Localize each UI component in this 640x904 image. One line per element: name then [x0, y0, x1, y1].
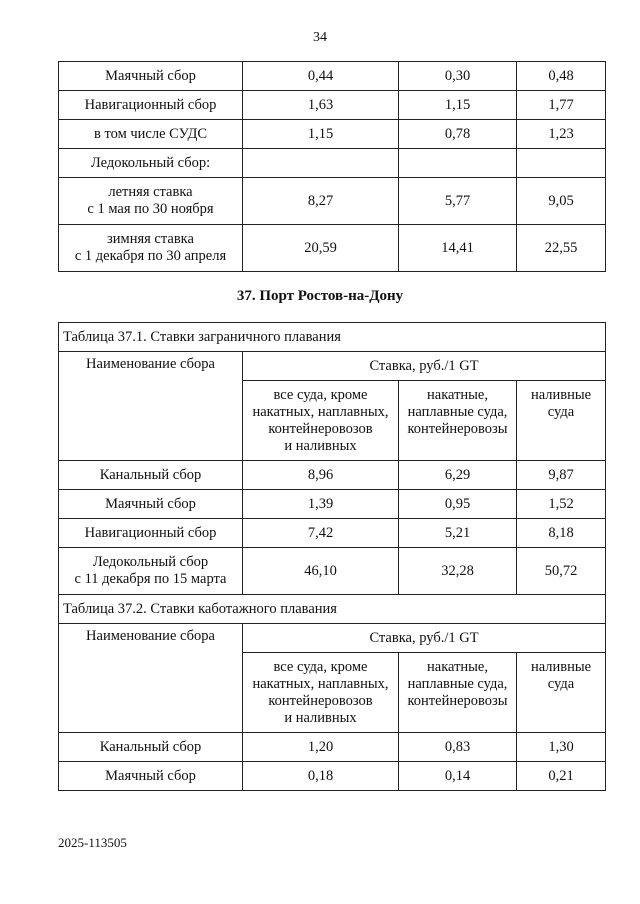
rate-value: 1,30 — [517, 733, 606, 762]
fee-name-line: с 1 декабря по 30 апреля — [74, 248, 227, 264]
rate-value: 8,18 — [517, 519, 606, 548]
rate-value: 5,77 — [399, 178, 517, 225]
rate-value: 8,27 — [243, 178, 399, 225]
table-title: Таблица 37.2. Ставки каботажного плавания — [59, 595, 606, 624]
table-row — [59, 519, 606, 548]
fee-name: Маячный сбор — [59, 762, 243, 791]
section-heading: 37. Порт Ростов-на-Дону — [236, 288, 404, 304]
rate-value: 0,48 — [517, 62, 606, 91]
rate-value — [243, 149, 399, 178]
fee-name: Маячный сбор — [59, 62, 243, 91]
header-line: суда — [547, 404, 575, 420]
rate-value: 1,23 — [517, 120, 606, 149]
header-all-vessels — [243, 653, 399, 733]
header-line: накатных, наплавных, — [252, 404, 389, 420]
fee-name: в том числе СУДС — [59, 120, 243, 149]
table-row — [59, 91, 606, 120]
table-row — [59, 490, 606, 519]
table-row — [59, 733, 606, 762]
rate-value: 46,10 — [243, 548, 399, 595]
table-37-1 — [58, 322, 606, 791]
rate-value: 7,42 — [243, 519, 399, 548]
header-line: контейнеровозы — [407, 421, 508, 437]
header-line: суда — [547, 676, 575, 692]
header-roro-vessels — [399, 381, 517, 461]
header-line: контейнеровозов — [268, 421, 373, 437]
rate-value: 1,15 — [399, 91, 517, 120]
rate-value: 1,20 — [243, 733, 399, 762]
header-all-vessels — [243, 381, 399, 461]
header-rate: Ставка, руб./1 GT — [243, 352, 606, 381]
rate-value: 9,05 — [517, 178, 606, 225]
header-line: наплавные суда, — [407, 404, 508, 420]
header-line: накатные, — [427, 659, 488, 675]
header-tankers — [517, 381, 606, 461]
fee-name — [59, 178, 243, 225]
rate-value: 1,77 — [517, 91, 606, 120]
rate-value: 9,87 — [517, 461, 606, 490]
rate-value: 0,18 — [243, 762, 399, 791]
fee-name-line: Ледокольный сбор — [92, 554, 209, 570]
table-row — [59, 548, 606, 595]
header-line: все суда, кроме — [273, 387, 368, 403]
rate-value: 8,96 — [243, 461, 399, 490]
rate-value: 0,83 — [399, 733, 517, 762]
page-number: 34 — [313, 30, 327, 45]
table-row — [59, 461, 606, 490]
rates-table-continued — [58, 61, 606, 272]
header-roro-vessels — [399, 653, 517, 733]
table-row — [59, 178, 606, 225]
rate-value: 0,14 — [399, 762, 517, 791]
fee-name: Навигационный сбор — [59, 91, 243, 120]
rate-value: 1,15 — [243, 120, 399, 149]
header-fee-name: Наименование сбора — [59, 624, 243, 733]
fee-name: Навигационный сбор — [59, 519, 243, 548]
rate-value: 22,55 — [517, 225, 606, 272]
table-row — [59, 120, 606, 149]
fee-name: Маячный сбор — [59, 490, 243, 519]
header-line: накатные, — [427, 387, 488, 403]
table-row — [59, 62, 606, 91]
rate-value: 1,63 — [243, 91, 399, 120]
rate-value — [399, 149, 517, 178]
rate-value: 50,72 — [517, 548, 606, 595]
fee-name: Ледокольный сбор: — [59, 149, 243, 178]
rate-value: 6,29 — [399, 461, 517, 490]
fee-name-line: зимняя ставка — [107, 231, 194, 247]
header-fee-name: Наименование сбора — [59, 352, 243, 461]
header-line: наливные — [530, 659, 592, 675]
rate-value: 0,78 — [399, 120, 517, 149]
header-line: контейнеровозов — [268, 693, 373, 709]
table-row — [59, 149, 606, 178]
rate-value: 0,21 — [517, 762, 606, 791]
rate-value: 0,44 — [243, 62, 399, 91]
fee-name-line: с 11 декабря по 15 марта — [74, 571, 227, 587]
fee-name: Канальный сбор — [59, 733, 243, 762]
table-row — [59, 225, 606, 272]
header-tankers — [517, 653, 606, 733]
header-line: и наливных — [284, 710, 357, 726]
rate-value: 1,52 — [517, 490, 606, 519]
rate-value — [517, 149, 606, 178]
header-rate: Ставка, руб./1 GT — [243, 624, 606, 653]
document-code: 2025-113505 — [58, 835, 127, 850]
header-line: все суда, кроме — [273, 659, 368, 675]
fee-name: Канальный сбор — [59, 461, 243, 490]
fee-name-line: с 1 мая по 30 ноября — [87, 201, 214, 217]
header-line: и наливных — [284, 438, 357, 454]
fee-name — [59, 225, 243, 272]
rate-value: 0,95 — [399, 490, 517, 519]
header-line: контейнеровозы — [407, 693, 508, 709]
rate-value: 1,39 — [243, 490, 399, 519]
fee-name-line: летняя ставка — [108, 184, 193, 200]
table-row — [59, 762, 606, 791]
rate-value: 5,21 — [399, 519, 517, 548]
rate-value: 0,30 — [399, 62, 517, 91]
fee-name — [59, 548, 243, 595]
rate-value: 32,28 — [399, 548, 517, 595]
header-line: наливные — [530, 387, 592, 403]
header-line: накатных, наплавных, — [252, 676, 389, 692]
table-title: Таблица 37.1. Ставки заграничного плавания — [59, 323, 606, 352]
header-line: наплавные суда, — [407, 676, 508, 692]
rate-value: 20,59 — [243, 225, 399, 272]
rate-value: 14,41 — [399, 225, 517, 272]
